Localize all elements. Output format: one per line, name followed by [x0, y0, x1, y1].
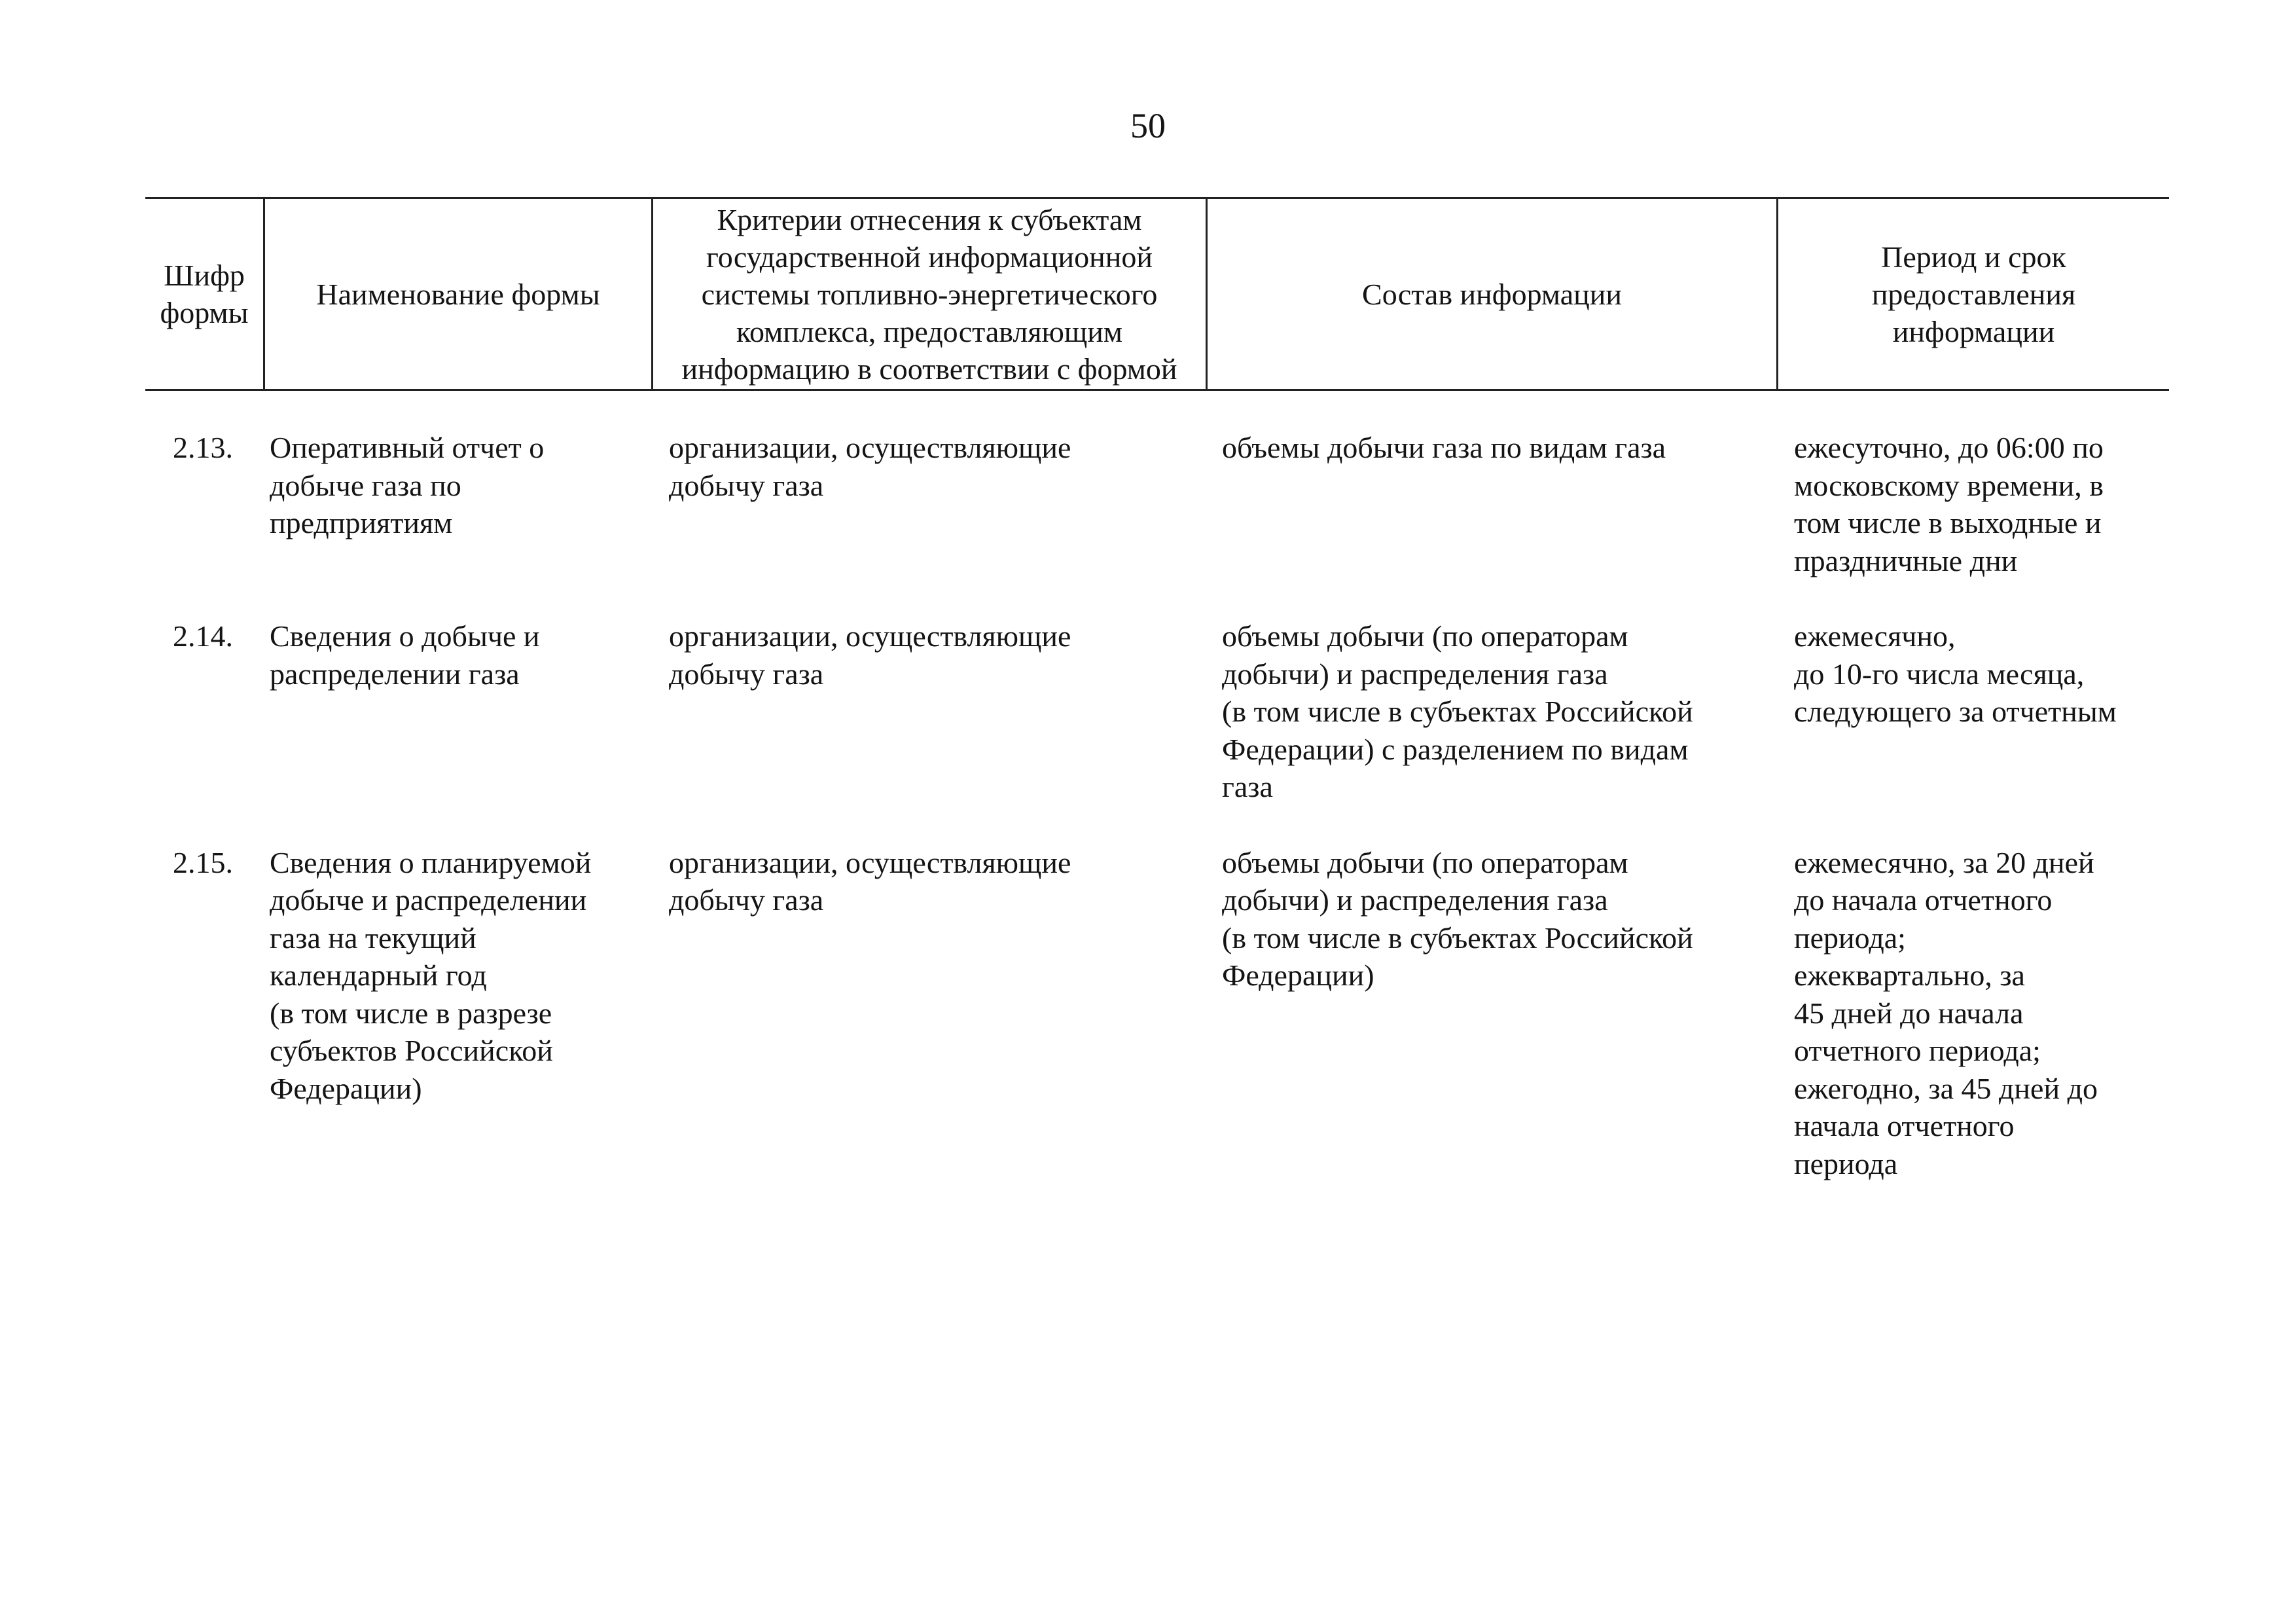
header-form-name-label: Наименование формы [316, 277, 600, 311]
row-form-code: 2.13. [173, 431, 233, 464]
row-criteria: организации, осуществляющие добычу газа [669, 619, 1071, 691]
header-composition-label: Состав информации [1362, 277, 1622, 311]
row-composition: объемы добычи газа по видам газа [1222, 431, 1666, 464]
table-row [145, 617, 2169, 806]
row-period: ежемесячно, до 10-го числа месяца, следующего за отчетным [1794, 619, 2117, 728]
row-form-code: 2.15. [173, 845, 233, 879]
row-composition: объемы добычи (по операторам добычи) и распределения газа (в том числе в субъектах Российской Федерации) с разделением по видам газа [1222, 619, 1693, 803]
header-form-code [145, 199, 265, 389]
header-criteria-label: Критерии отнесения к субъектам государственной информационной системы топливно-энергетического комплекса, предоставляющим информацию в соответствии с формой [681, 202, 1177, 386]
header-period-label: Период и срок предоставления информации [1871, 240, 2076, 348]
row-criteria: организации, осуществляющие добычу газа [669, 845, 1071, 917]
header-criteria [653, 199, 1208, 389]
row-form-name: Сведения о планируемой добыче и распределении газа на текущий календарный год (в том числе в разрезе субъектов Российской Федерации) [270, 845, 592, 1105]
header-period [1778, 199, 2169, 389]
row-form-code: 2.14. [173, 619, 233, 653]
table-header [145, 197, 2169, 391]
table-row [145, 844, 2169, 1183]
header-composition [1208, 199, 1778, 389]
row-form-name: Сведения о добыче и распределении газа [270, 619, 540, 691]
row-composition: объемы добычи (по операторам добычи) и распределения газа (в том числе в субъектах Российской Федерации) [1222, 845, 1693, 992]
table-body [145, 429, 2169, 1182]
page-number: 50 [1130, 106, 1166, 145]
header-form-code-label: Шифр формы [160, 259, 249, 329]
header-form-name [265, 199, 653, 389]
row-criteria: организации, осуществляющие добычу газа [669, 431, 1071, 502]
row-form-name: Оперативный отчет о добыче газа по предприятиям [270, 431, 545, 539]
forms-table [145, 197, 2169, 1182]
row-period: ежесуточно, до 06:00 по московскому времени, в том числе в выходные и праздничные дни [1794, 431, 2104, 577]
row-period: ежемесячно, за 20 дней до начала отчетного периода; ежеквартально, за 45 дней до начала отчетного периода; ежегодно, за 45 дней до начала отчетного периода [1794, 845, 2098, 1180]
table-row [145, 429, 2169, 579]
